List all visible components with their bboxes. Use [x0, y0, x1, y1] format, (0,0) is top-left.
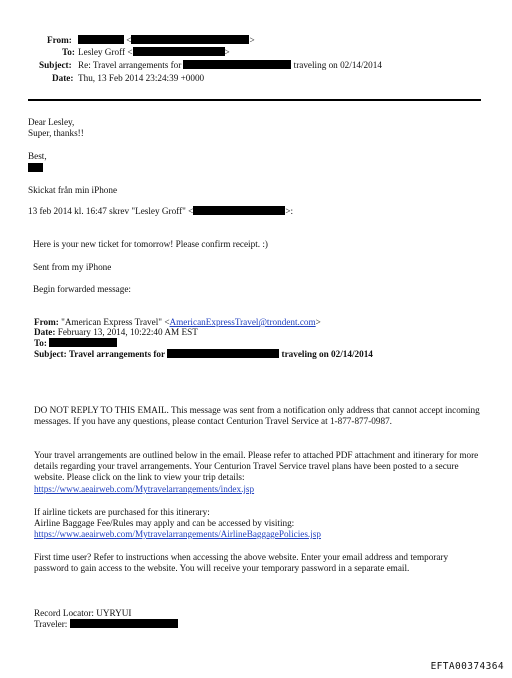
subject-value: [78, 60, 382, 71]
fwd-to-label: To:: [34, 338, 47, 348]
fwd-from-name: "American Express Travel" <: [61, 317, 170, 327]
fwd-from-close: >: [315, 317, 321, 327]
date-label: Date:: [52, 73, 74, 83]
reply-signature: [28, 163, 43, 174]
redaction: [78, 35, 124, 44]
reply-line: Super, thanks!!: [28, 128, 84, 138]
fwd-date: [34, 327, 198, 338]
first-time-paragraph: First time user? Refer to instructions when accessing the above website. Enter your email address and temporary password to gain access to the website. You will receive your temporary password in a separate email.: [34, 552, 449, 573]
fwd-subject-suffix: traveling on 02/14/2014: [281, 349, 373, 359]
fwd-from-label: From:: [34, 317, 59, 327]
date-value: Thu, 13 Feb 2014 23:24:39 +0000: [78, 73, 205, 83]
to-name: Lesley Groff: [78, 47, 126, 57]
subject-suffix: traveling on 02/14/2014: [293, 60, 382, 70]
quote-attribution: [28, 206, 293, 217]
fwd-date-value: February 13, 2014, 10:22:40 AM EST: [57, 327, 198, 337]
record-locator: Record Locator: UYRYUI: [34, 608, 132, 618]
quote-suffix: >:: [285, 206, 294, 216]
quote-prefix: 13 feb 2014 kl. 16:47 skrev "Lesley Groff" <: [28, 206, 194, 216]
fwd-from-email-link[interactable]: AmericanExpressTravel@trondent.com: [169, 317, 316, 327]
itinerary-link[interactable]: https://www.aeairweb.com/Mytravelarrangements/index.jsp: [34, 484, 255, 494]
baggage-intro: If airline tickets are purchased for this itinerary:: [34, 507, 210, 517]
quoted-line: Sent from my iPhone: [33, 262, 112, 272]
to-value: Lesley Groff < >: [78, 47, 230, 57]
baggage-rules: Airline Baggage Fee/Rules may apply and can be accessed by visiting:: [34, 518, 295, 528]
redaction: [28, 163, 43, 172]
document-id: EFTA00374364: [430, 661, 504, 672]
reply-signoff: Best,: [28, 151, 47, 161]
redaction: [193, 206, 285, 215]
traveler-label: Traveler:: [34, 619, 68, 629]
redaction: [133, 47, 225, 56]
traveler: [34, 619, 178, 630]
header-divider: [28, 99, 481, 101]
quoted-line: Here is your new ticket for tomorrow! Please confirm receipt. :): [33, 239, 268, 249]
redaction: [70, 619, 178, 628]
subject-label: Subject:: [39, 60, 72, 70]
redaction: [131, 35, 249, 44]
itinerary-paragraph: Your travel arrangements are outlined below in the email. Please refer to attached PDF attachment and itinerary for more details regarding your travel arrangements. Your Centurion Travel Service travel plans have been posted to a secure website. Please click on the link to view your trip details:: [34, 450, 479, 482]
notice-paragraph: DO NOT REPLY TO THIS EMAIL. This message was sent from a notification only address that cannot accept incoming messages. If you have any questions, please contact Centurion Travel Service at 1-877-877-0987.: [34, 405, 480, 426]
fwd-subject-prefix: Travel arrangements for: [68, 349, 165, 359]
fwd-subject-label: Subject:: [34, 349, 67, 359]
from-value: < >: [78, 35, 255, 46]
baggage-link[interactable]: https://www.aeairweb.com/Mytravelarrangements/AirlineBaggagePolicies.jsp: [34, 529, 321, 539]
fwd-date-label: Date:: [34, 327, 56, 337]
reply-greeting: Dear Lesley,: [28, 117, 75, 127]
quoted-line: Begin forwarded message:: [33, 284, 131, 294]
subject-prefix: Re: Travel arrangements for: [78, 60, 182, 70]
redaction: [183, 60, 291, 69]
fwd-subject: [34, 349, 373, 360]
from-label: From:: [47, 35, 72, 45]
redaction: [49, 338, 117, 347]
redaction: [167, 349, 279, 358]
to-label: To:: [62, 47, 75, 57]
reply-device: Skickat från min iPhone: [28, 185, 118, 195]
fwd-to: [34, 338, 117, 349]
